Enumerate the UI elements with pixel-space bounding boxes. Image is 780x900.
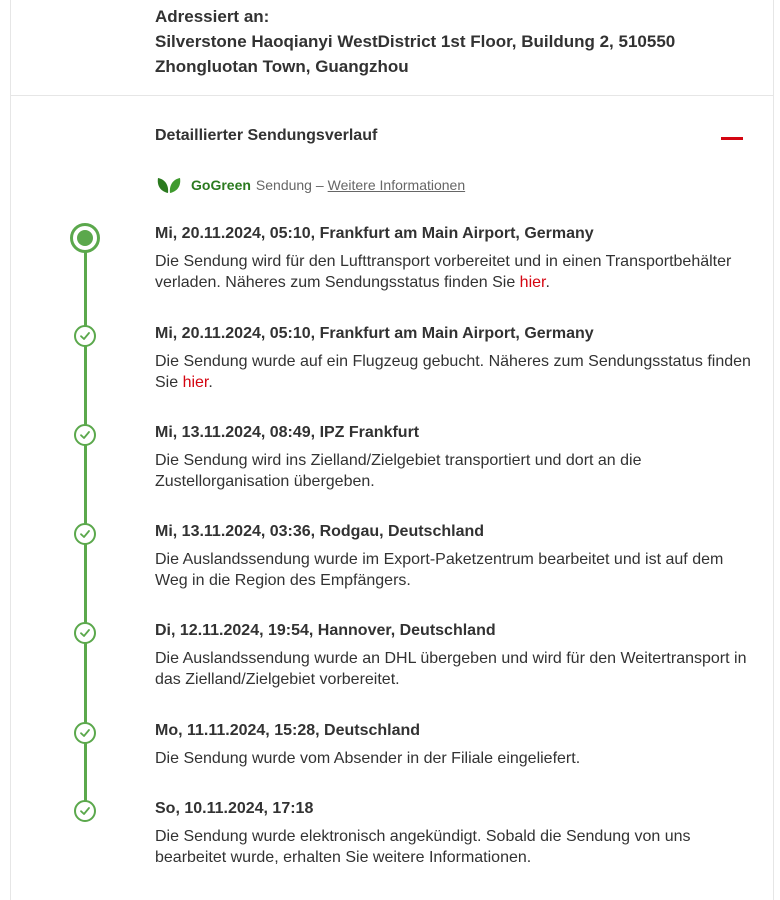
address-line-2: Zhongluotan Town, Guangzhou <box>155 57 409 76</box>
gogreen-info <box>155 175 465 195</box>
more-info-link[interactable]: Weitere Informationen <box>327 177 466 193</box>
timeline-event <box>155 224 755 293</box>
check-circle-icon <box>74 325 96 347</box>
event-description-text: Die Sendung wurde vom Absender in der Filiale eingeliefert. <box>155 750 581 767</box>
section-divider <box>11 95 773 96</box>
event-title: Mi, 13.11.2024, 08:49, IPZ Frankfurt <box>155 424 420 441</box>
event-description-text: Die Sendung wird ins Zielland/Zielgebiet transportiert und dort an die Zustellorganisation übergeben. <box>155 452 642 490</box>
status-details-link[interactable]: hier <box>519 274 546 291</box>
event-description-text: Die Sendung wird für den Lufttransport vorbereitet und in einen Transportbehälter verladen. Näheres zum Sendungsstatus finden Sie <box>155 253 732 291</box>
timeline-event <box>155 721 755 769</box>
status-details-link[interactable]: hier <box>182 374 209 391</box>
event-description <box>155 748 755 769</box>
event-description <box>155 351 755 393</box>
shipping-address <box>155 4 755 79</box>
timeline-event <box>155 621 755 690</box>
event-title: Mi, 20.11.2024, 05:10, Frankfurt am Main Airport, Germany <box>155 325 594 342</box>
event-title: Di, 12.11.2024, 19:54, Hannover, Deutschland <box>155 622 496 639</box>
timeline-event <box>155 522 755 591</box>
event-description-suffix: . <box>208 374 213 391</box>
check-circle-icon <box>74 722 96 744</box>
event-title: Mi, 20.11.2024, 05:10, Frankfurt am Main Airport, Germany <box>155 225 594 242</box>
event-description-suffix: . <box>545 274 550 291</box>
gogreen-leaf-icon <box>155 175 183 195</box>
timeline-event <box>155 324 755 393</box>
timeline-event <box>155 423 755 492</box>
event-title: Mo, 11.11.2024, 15:28, Deutschland <box>155 722 421 739</box>
event-description-text: Die Auslandssendung wurde an DHL übergeben und wird für den Weitertransport in das Zielland/Zielgebiet vorbereitet. <box>155 650 747 688</box>
check-circle-icon <box>74 424 96 446</box>
check-circle-icon <box>74 622 96 644</box>
event-description-text: Die Sendung wurde elektronisch angekündigt. Sobald die Sendung von uns bearbeitet wurde, erhalten Sie weitere Informationen. <box>155 828 691 866</box>
gogreen-text: Sendung – <box>255 177 324 193</box>
event-description <box>155 450 755 492</box>
address-line-1: Silverstone Haoqianyi WestDistrict 1st Floor, Buildung 2, 510550 <box>155 32 676 51</box>
timeline-event <box>155 799 755 868</box>
address-label: Adressiert an: <box>155 7 270 26</box>
check-circle-icon <box>74 800 96 822</box>
event-description <box>155 549 755 591</box>
event-description <box>155 648 755 690</box>
gogreen-label: GoGreen <box>191 177 251 193</box>
event-description <box>155 826 755 868</box>
minus-icon[interactable] <box>721 128 745 148</box>
history-section-title: Detaillierter Sendungsverlauf <box>155 127 378 144</box>
event-description-text: Die Sendung wurde auf ein Flugzeug gebucht. Näheres zum Sendungsstatus finden Sie <box>155 353 751 391</box>
event-title: So, 10.11.2024, 17:18 <box>155 800 314 817</box>
check-circle-icon <box>74 523 96 545</box>
current-status-icon <box>70 223 100 253</box>
event-title: Mi, 13.11.2024, 03:36, Rodgau, Deutschland <box>155 523 485 540</box>
event-description <box>155 251 755 293</box>
event-description-text: Die Auslandssendung wurde im Export-Paketzentrum bearbeitet und ist auf dem Weg in die Region des Empfängers. <box>155 551 724 589</box>
